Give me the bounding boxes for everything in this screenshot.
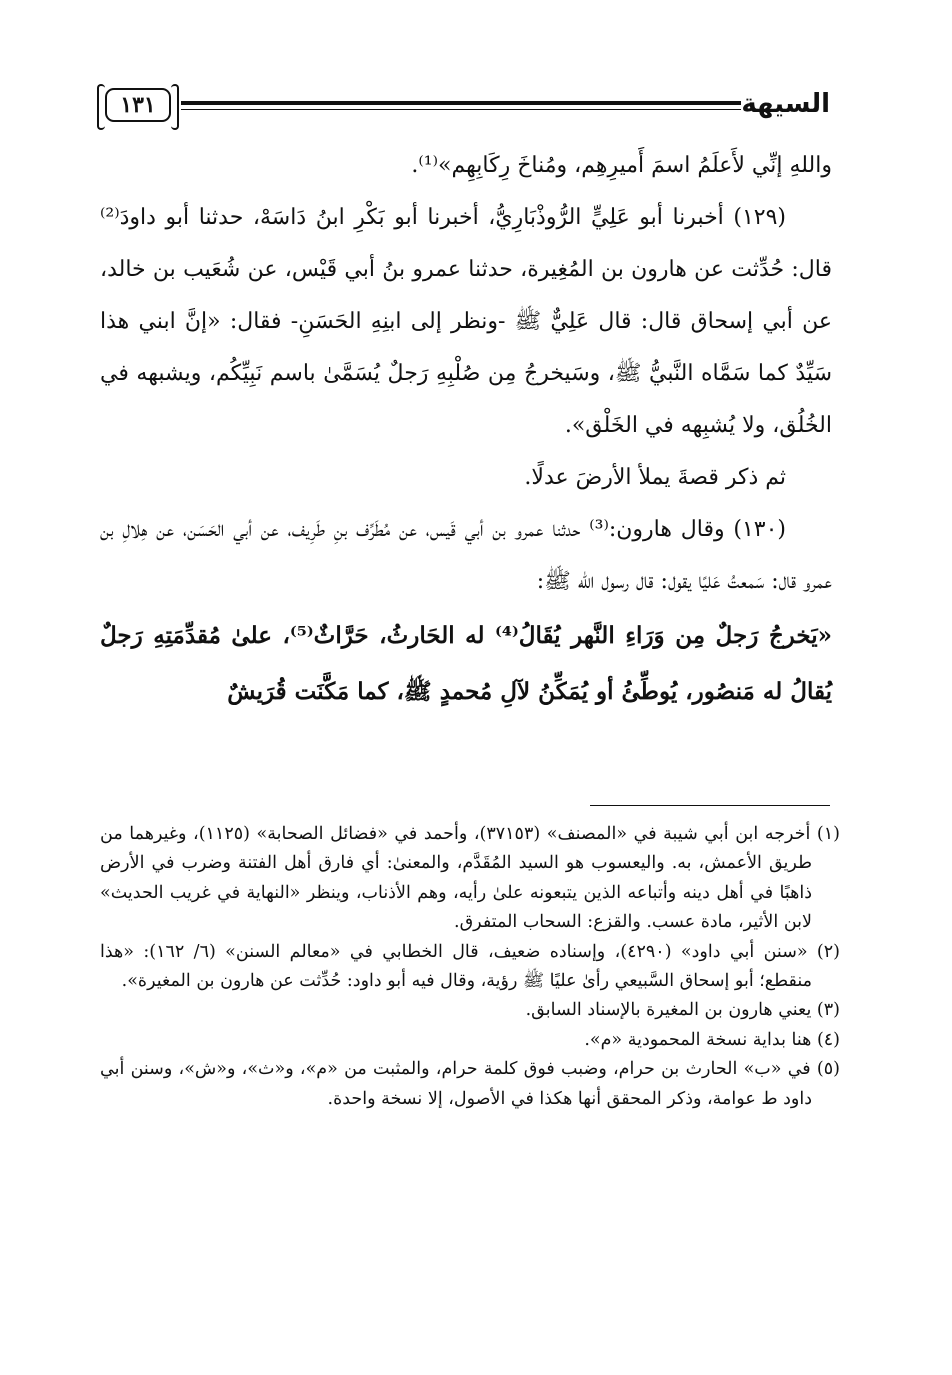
page-number: ١٣١ <box>105 88 171 122</box>
footnote-5: (٥) في «ب» الحارث بن حرام، وضبب فوق كلمة حرام، والمثبت من «م»، و«ث»، و«ش»، وسنن أبي داود ط عوامة، وذكر المحقق أنها هكذا في الأصول، إلا نسخة واحدة. <box>100 1059 840 1109</box>
hadith-130: (١٣٠) وقال هارون:⁽³⁾ حدثنا عمرو بن أبي قَيس، عن مُطَرِّف بنِ طَرِيف، عن أبي الحَسَن، عن هِلالِ بن عمرو قال: سَمعتُ عَليًا يقول: قال رسول الله ﷺ: <box>100 517 832 594</box>
main-text <box>100 140 832 720</box>
header-rule <box>181 101 741 105</box>
footnotes <box>100 820 840 1114</box>
running-title: السيهة <box>741 89 830 119</box>
text-line-summary: ثم ذكر قصةَ يملأ الأرضَ عدلًا. <box>524 465 786 490</box>
text-line-continuation: واللهِ إنِّي لأَعلَمُ اسمَ أَميرِهِم، ومُناخَ رِكَابِهِم»⁽¹⁾. <box>411 153 832 178</box>
page-header <box>105 84 830 128</box>
hadith-quote: «يَخرجُ رَجلٌ مِن وَرَاءِ النَّهر يُقَالُ⁽⁴⁾ له الحَارثُ، حَرَّاثٌ⁽⁵⁾، علىٰ مُقدِّمَتِهِ رَجلٌ يُقالُ له مَنصُور، يُوطِّئُ أو يُمَكِّنُ لآلِ مُحمدٍ ﷺ، كما مَكَّنَت قُرَيشٌ <box>100 622 832 705</box>
header-rule-thin <box>181 109 741 110</box>
hadith-129: (١٢٩) أخبرنا أبو عَلِيٍّ الرُّوذْبَارِيُّ، أخبرنا أبو بَكْرِ ابنُ دَاسَهْ، حدثنا أبو داودَ⁽²⁾ قال: حُدِّثت عن هارون بن المُغِيرة، حدثنا عمرو بنُ أبي قَيْس، عن شُعَيب بن خالد، عن أبي إسحاق قال: قال عَلِيٌّ ﷺ -ونظر إلى ابنِهِ الحَسَنِ- فقال: «إنَّ ابني هذا سَيِّدٌ كما سَمَّاه النَّبيُّ ﷺ، وسَيخرجُ مِن صُلْبِهِ رَجلٌ يُسَمَّىٰ باسم نَبِيِّكُم، ويشبهه في الخُلُق، ولا يُشبِهه في الخَلْق». <box>100 205 832 438</box>
footnote-2: (٢) «سنن أبي داود» (٤٢٩٠)، وإسناده ضعيف، قال الخطابي في «معالم السنن» (٦/ ١٦٢): «هذا منقطع؛ أبو إسحاق السَّبيعي رأىٰ عليًا ﷺ رؤية، وقال فيه أبو داود: حُدِّثت عن هارون بن المغيرة». <box>100 941 840 992</box>
footnote-separator <box>590 805 830 806</box>
footnote-4: (٤) هنا بداية نسخة المحمودية «م». <box>584 1029 840 1050</box>
footnote-1: (١) أخرجه ابن أبي شيبة في «المصنف» (٣٧١٥٣)، وأحمد في «فضائل الصحابة» (١١٢٥)، وغيرهما من طريق الأعمش، به. واليعسوب هو السيد المُقَدَّم، والمعنىٰ: أي فارق أهل الفتنة وضرب في الأرض ذاهبًا في أهل دينه وأتباعه الذين يتبعونه علىٰ رأيه، وهم الأذناب، وينظر «النهاية في غريب الحديث» لابن الأثير، مادة عسب. والقزع: السحاب المتفرق. <box>100 824 840 933</box>
footnote-3: (٣) يعني هارون بن المغيرة بالإسناد السابق. <box>525 1000 840 1021</box>
